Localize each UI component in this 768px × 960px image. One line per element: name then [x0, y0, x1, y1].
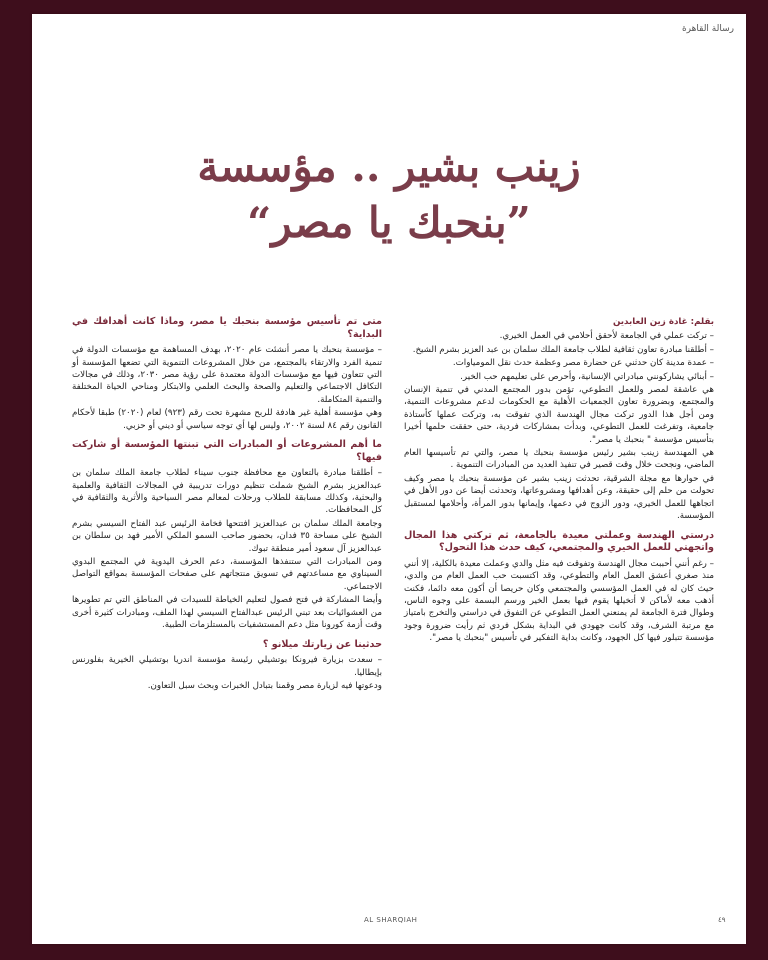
paragraph: في حوارها مع مجلة الشرقية، تحدثت زينب بشير عن مؤسسة بنحبك يا مصر وكيف تحولت من حلم إلى حقيقة، وعن أهدافها ومشروعاتها، وتحدثت أيضا عن دور الأهل في اتجاهها للعمل الخيري، ودور الزوج في دعمها، وإيمانها بدور المرأة، وأحلامها لمستقبل المؤسسة. [404, 473, 714, 522]
paragraph: – عمدة مدينة كان حدثني عن حضارة مصر وعظمة حدث نقل المومياوات. [452, 358, 714, 369]
question-heading: متى تم تأسيس مؤسسة بنحبك يا مصر، وماذا كانت أهدافك في البداية؟ [72, 316, 382, 340]
answer-paragraph: – رغم أنني أحببت مجال الهندسة وتفوقت فيه مثل والدي وعملت معيدة بالكلية، إلا أنني منذ صغري أعشق العمل العام والتطوعي، وقد اكتسبت حب العمل العام من والدي، حيث كان له في العمل المؤسسي والمجتمعي وكان حريصا أن أكون معه دائما، فكنت أذهب معه لأماكن لا أتخيلها يقوم فيها بعمل الخير ورسم البسمة على وجوه الناس، وطوال فترة الجامعة لم يمنعني العمل التطوعي عن التفوق في دراستي والتخرج بامتياز مع مرتبة الشرف، وقد كانت جهودي في البداية بشكل فردي ثم رأيت ضرورة وجود مؤسسة تتبلور فيها كل الجهود، وكانت بداية التفكير في تأسيس "بنحبك يا مصر". [404, 558, 714, 644]
question-heading: ما أهم المشروعات أو المبادرات التي تبنتها المؤسسة أو شاركت فيها؟ [72, 439, 382, 463]
right-column [404, 316, 714, 646]
page-number: ٤٩ [718, 916, 726, 924]
paragraph: – أبنائي يشاركونني مبادراتي الإنسانية، وأحرص على تعليمهم حب الخير. [460, 371, 714, 382]
running-head: رسالة القاهرة [681, 24, 734, 34]
paragraph: هي عاشقة لمصر وللعمل التطوعي، تؤمن بدور المجتمع المدني في تنمية الإنسان والمجتمع، وبضرورة تعاون الجمعيات الأهلية مع الحكومات لدعم مشروعات التنمية، ومن أجل هذا الدور تركت مجال الهندسة الذي تفوقت به، وتركت عملها كأستاذة جامعية، وتفرغت للعمل التطوعي، وبدأت بمشاركات فردية، حتى حققت حلمها أخيرا بتأسيس مؤسسة " بنحبك يا مصر". [404, 385, 714, 445]
article-title [32, 142, 746, 249]
answer-paragraph: – مؤسسة بنحبك يا مصر أنشئت عام ٢٠٢٠، بهدف المساهمة مع مؤسسات الدولة في تنمية الفرد والارتقاء بالمجتمع، من خلال المشروعات التنموية التي تضعها المؤسسة أو التي تتعاون فيها مع مؤسسات الدولة معتمدة على رؤية مصر ٢٠٣٠، وذلك في مجالات التكافل الاجتماعي والتعليم والصحة والبحث العلمي والابتكار ومناحي الحياة المختلفة والتنمية المتكاملة. [72, 345, 382, 405]
page-footer [32, 914, 746, 928]
magazine-page [32, 14, 746, 944]
answer-paragraph: وجامعة الملك سلمان بن عبدالعزيز افتتحها فخامة الرئيس عبد الفتاح السيسي بشرم الشيخ على مساحة ٣٥ فدان، بحضور صاحب السمو الملكي الأمير فهد بن سلطان بن عبدالعزيز آل سعود أمير منطقة تبوك. [72, 518, 382, 554]
question-heading: درستي الهندسة وعملتي معيدة بالجامعة، ثم تركتي هذا المجال واتجهتي للعمل الخيري والمجتمعي، كيف حدث هذا التحول؟ [404, 529, 714, 554]
answer-paragraph: – سعدت بزيارة فيرونكا بوتشيلي رئيسة مؤسسة اندريا بوتشيلي الخيرية بفلورنس بإيطاليا. [72, 655, 382, 678]
paragraph: – تركت عملي في الجامعة لأحقق أحلامي في العمل الخيري. [499, 331, 714, 342]
answer-paragraph: ومن المبادرات التي ستنفذها المؤسسة، دعم الحرف اليدوية في المجتمع البدوي السيناوي مع مساعدتهم في تسويق منتجاتهم على صفحات المؤسسة بمواقع التواصل الاجتماعي. [72, 557, 382, 592]
title-line-1: زينب بشير .. مؤسسة [197, 142, 581, 191]
title-line-2: ”بنحبك يا مصر“ [247, 198, 531, 248]
answer-paragraph: ودعوتها فيه لزيارة مصر وقمنا بتبادل الخبرات وبحث سبل التعاون. [147, 680, 382, 691]
byline: بقلم: غادة زين العابدين [612, 317, 714, 327]
answer-paragraph: وهي مؤسسة أهلية غير هادفة للربح مشهرة تحت رقم (٩٢٣) لعام (٢٠٢٠) طبقا لأحكام القانون رقم ٨٤ لسنة ٢٠٠٢، وليس لها أي توجه سياسي أو ديني أو حزبي. [72, 408, 383, 431]
footer-publication: AL SHARQIAH [364, 916, 418, 924]
answer-paragraph: – أطلقنا مبادرة بالتعاون مع محافظة جنوب سيناء لطلاب جامعة الملك سلمان بن عبدالعزيز بشرم الشيخ شملت تنظيم دورات تدريبية في المجالات الثقافية والعلمية والبحثية، وكذلك مسابقة للطلاب ورحلات لمعالم مصر السياحية والأثرية والثقافية في كل المحافظات. [72, 468, 382, 516]
answer-paragraph: وأيضا المشاركة في فتح فصول لتعليم الخياطة للسيدات في المناطق التي تم تطويرها من العشوائيات بعد تبني الرئيس عبدالفتاح السيسي لهذا الملف، ومبادرات كثيرة أخرى وقت أزمة كورونا مثل دعم المستشفيات بالمستلزمات الطبية. [72, 595, 382, 631]
paragraph: – أطلقنا مبادرة تعاون ثقافية لطلاب جامعة الملك سلمان بن عبد العزيز بشرم الشيخ. [412, 344, 714, 355]
left-column [72, 316, 382, 693]
question-heading: حدثينا عن زيارتك ميلانو ؟ [262, 638, 382, 650]
paragraph: هي المهندسة زينب بشير رئيس مؤسسة بنحبك يا مصر، والتي تم تأسيسها العام الماضي، ونجحت خلال وقت قصير في تنفيذ العديد من المبادرات التنموية . [404, 448, 714, 471]
